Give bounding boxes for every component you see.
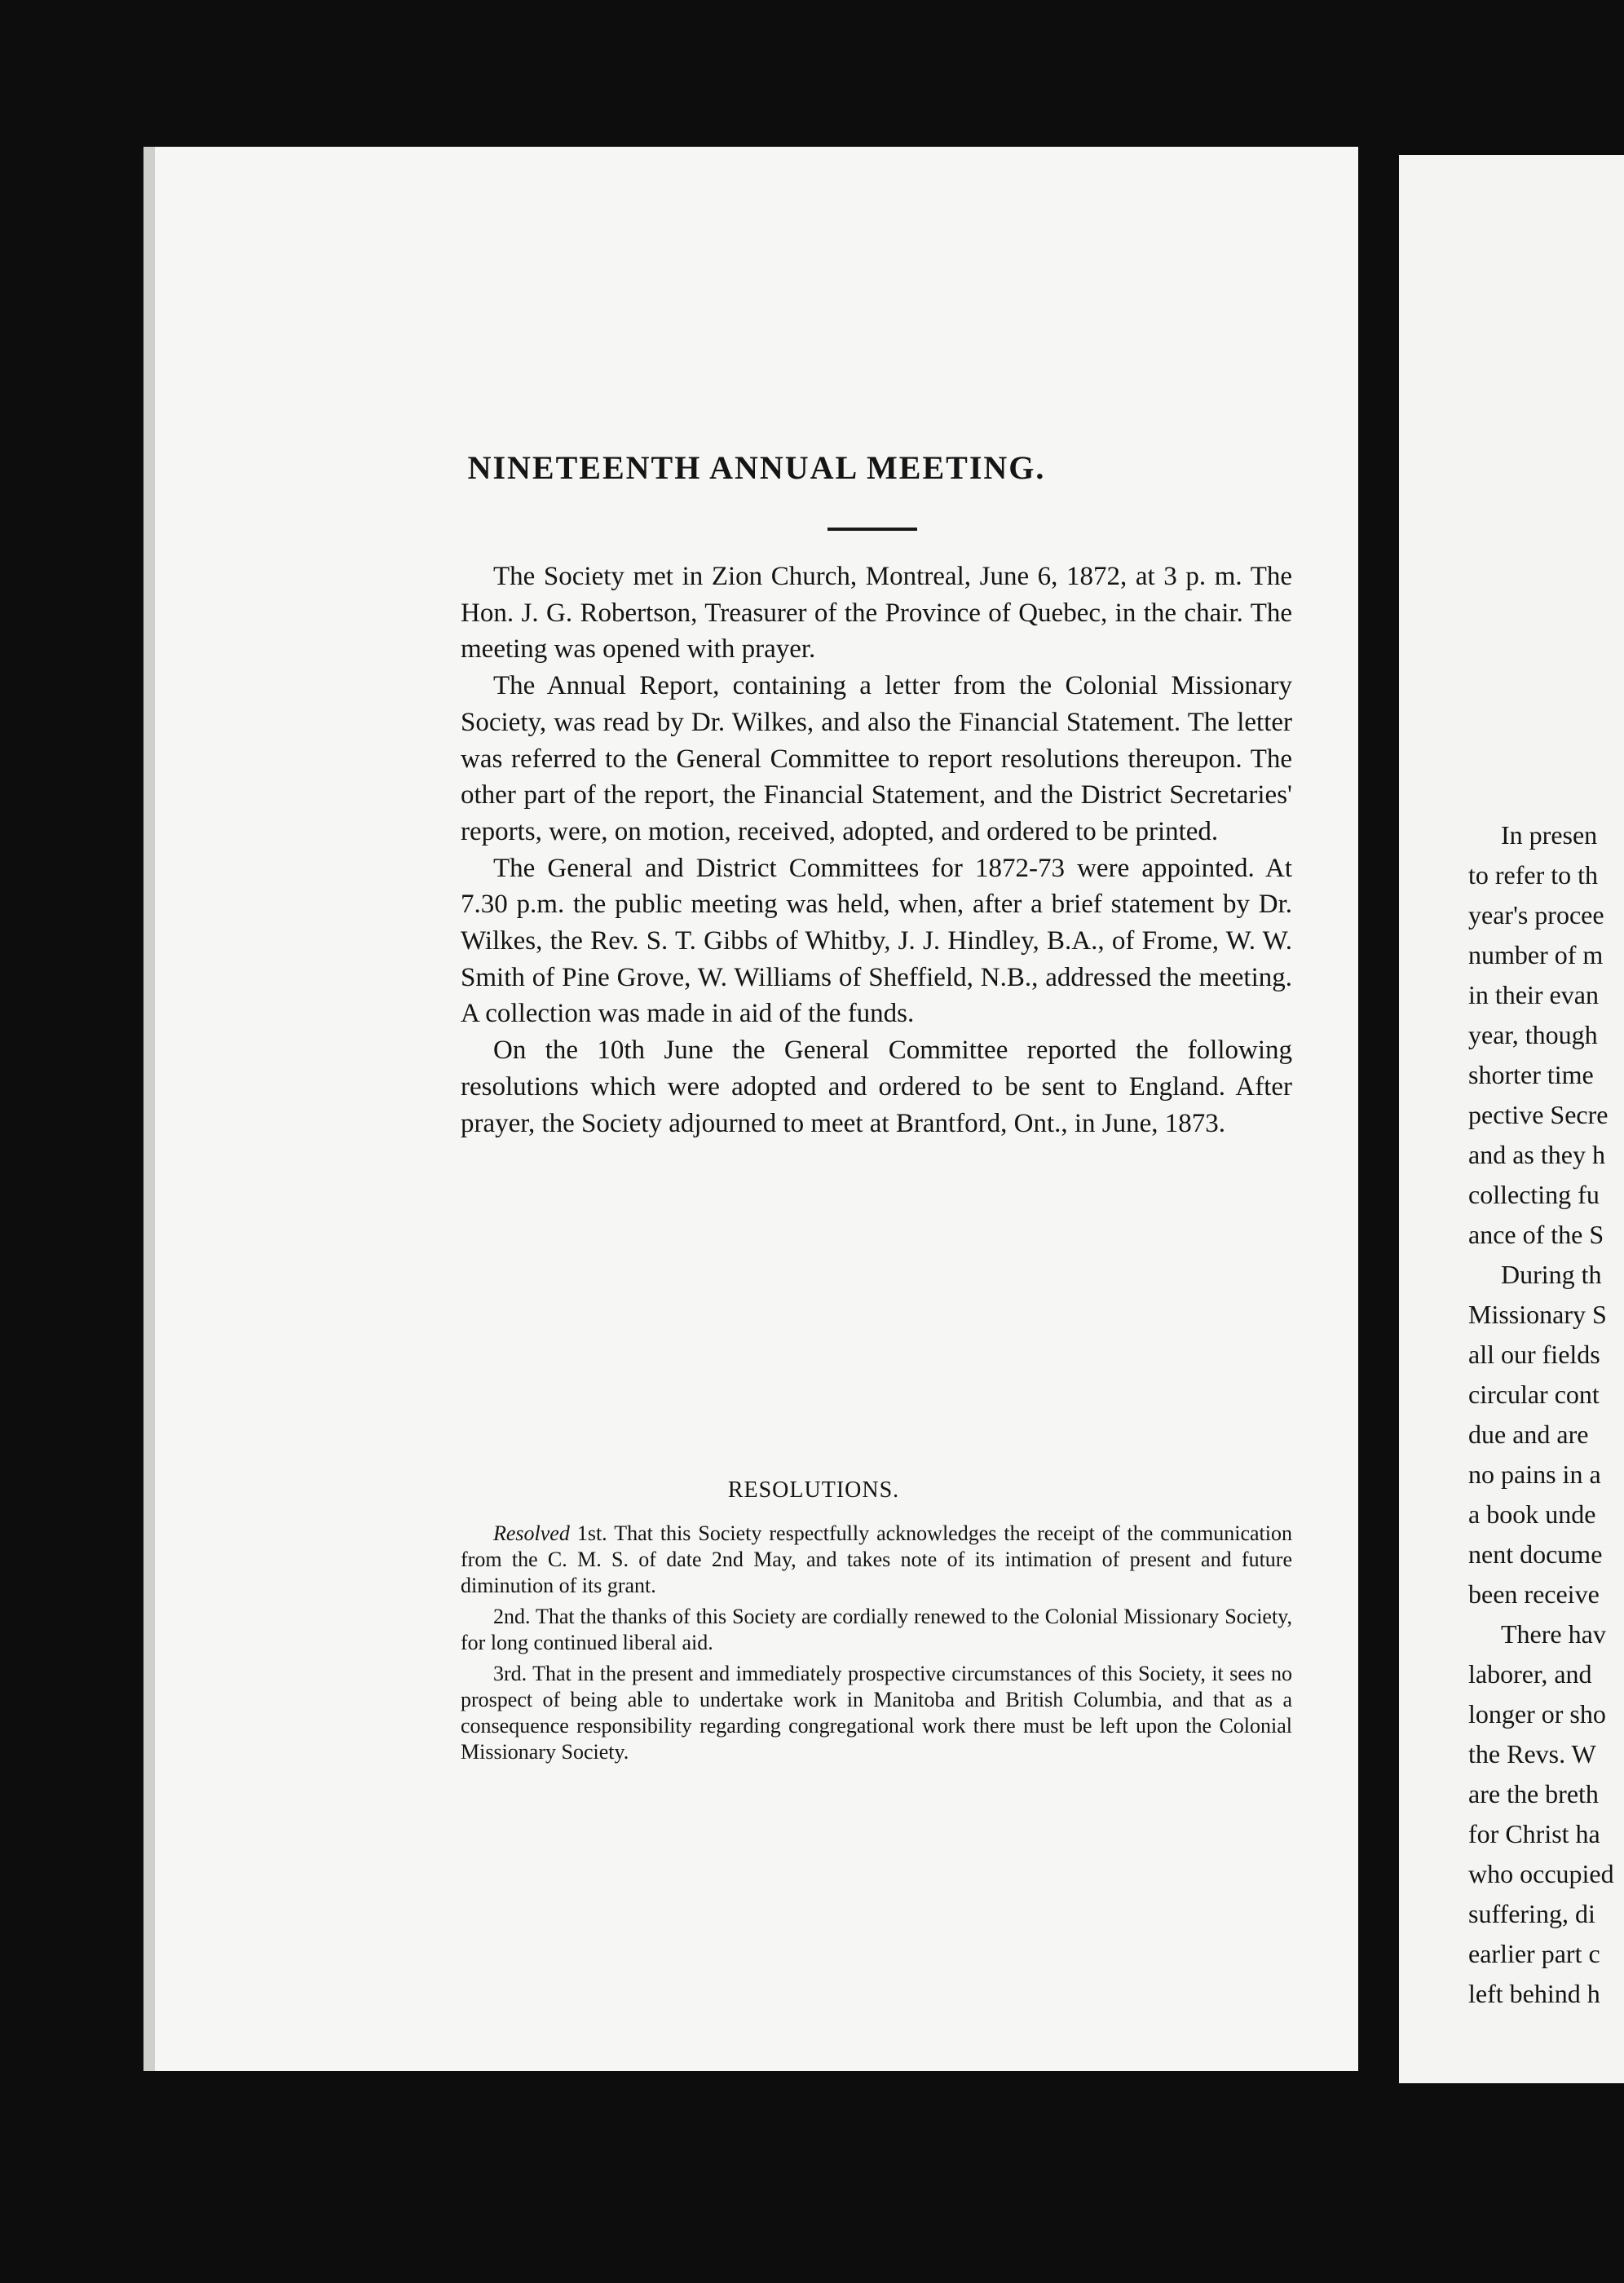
meeting-minutes bbox=[461, 559, 1292, 1142]
resolution-text: 1st. That this Society respectfully acknowledges the receipt of the communication from the C. M. S. of date 2nd May, and takes note of its intimation of present and future diminution of its grant. bbox=[461, 1521, 1292, 1597]
paragraph: The Annual Report, containing a letter from the Colonial Missionary Society, was read by Dr. Wilkes, and also the Financial Statement. The letter was referred to the General Committee to report resolutions thereupon. The other part of the report, the Financial Statement, and the District Secretaries' reports, were, on motion, received, adopted, and ordered to be printed. bbox=[461, 671, 1292, 846]
text-line: In presen bbox=[1501, 820, 1598, 850]
text-line: are the breth bbox=[1468, 1779, 1599, 1808]
right-page-text bbox=[1468, 815, 1614, 2014]
text-line: There hav bbox=[1501, 1619, 1606, 1649]
text-line: collecting fu bbox=[1468, 1180, 1600, 1209]
text-line: longer or sho bbox=[1468, 1699, 1606, 1729]
text-line: to refer to th bbox=[1468, 860, 1599, 890]
text-line: suffering, di bbox=[1468, 1899, 1595, 1928]
resolved-label: Resolved bbox=[493, 1521, 570, 1545]
paragraph: The General and District Committees for 1872-73 were appointed. At 7.30 p.m. the public meeting was held, when, after a brief statement by Dr. Wilkes, the Rev. S. T. Gibbs of Whitby, J. J. Hindley, B.A., of Frome, W. W. Smith of Pine Grove, W. Williams of Sheffield, N.B., addressed the meeting. A collection was made in aid of the funds. bbox=[461, 853, 1292, 1029]
paragraph: On the 10th June the General Committee reported the following resolutions which were adopted and ordered to be sent to England. After prayer, the Society adjourned to meet at Brantford, Ont., in June, 1873. bbox=[461, 1036, 1292, 1138]
resolution-second: 2nd. That the thanks of this Society are cordially renewed to the Colonial Missionary Society, for long continued liberal aid. bbox=[461, 1605, 1292, 1654]
text-line: all our fields bbox=[1468, 1340, 1600, 1369]
page-title: NINETEENTH ANNUAL MEETING. bbox=[467, 449, 1046, 486]
text-line: shorter time bbox=[1468, 1060, 1594, 1089]
text-line: laborer, and bbox=[1468, 1659, 1592, 1689]
text-line: in their evan bbox=[1468, 980, 1599, 1009]
text-line: Missionary S bbox=[1468, 1300, 1607, 1329]
text-line: nent docume bbox=[1468, 1539, 1603, 1569]
text-line: due and are bbox=[1468, 1420, 1589, 1449]
resolution-third: 3rd. That in the present and immediately prospective circumstances of this Society, it sees no prospect of being able to undertake work in Manitoba and British Columbia, and that as a consequence responsibility regarding congregational work there must be left upon the Colonial Missionary Society. bbox=[461, 1662, 1292, 1764]
title-divider bbox=[827, 528, 917, 531]
paragraph: The Society met in Zion Church, Montreal, June 6, 1872, at 3 p. m. The Hon. J. G. Robertson, Treasurer of the Province of Quebec, in the chair. The meeting was opened with prayer. bbox=[461, 562, 1292, 665]
text-line: a book unde bbox=[1468, 1499, 1596, 1529]
text-line: number of m bbox=[1468, 940, 1604, 969]
text-line: earlier part c bbox=[1468, 1939, 1600, 1968]
right-page bbox=[1399, 155, 1624, 2083]
resolutions-list bbox=[461, 1521, 1292, 1770]
text-line: who occupied bbox=[1468, 1859, 1614, 1888]
text-line: year's procee bbox=[1468, 900, 1604, 930]
text-line: ance of the S bbox=[1468, 1220, 1604, 1249]
text-line: and as they h bbox=[1468, 1140, 1605, 1169]
left-page bbox=[143, 147, 1358, 2071]
text-line: been receive bbox=[1468, 1579, 1600, 1609]
resolution-first bbox=[461, 1521, 1292, 1599]
text-line: During th bbox=[1501, 1260, 1602, 1289]
text-line: left behind h bbox=[1468, 1979, 1600, 2008]
text-line: year, though bbox=[1468, 1020, 1598, 1049]
resolutions-heading: RESOLUTIONS. bbox=[727, 1477, 900, 1503]
text-line: pective Secre bbox=[1468, 1100, 1609, 1129]
text-line: circular cont bbox=[1468, 1380, 1600, 1409]
text-line: for Christ ha bbox=[1468, 1819, 1600, 1848]
text-line: no pains in a bbox=[1468, 1459, 1601, 1489]
text-line: the Revs. W bbox=[1468, 1739, 1596, 1769]
